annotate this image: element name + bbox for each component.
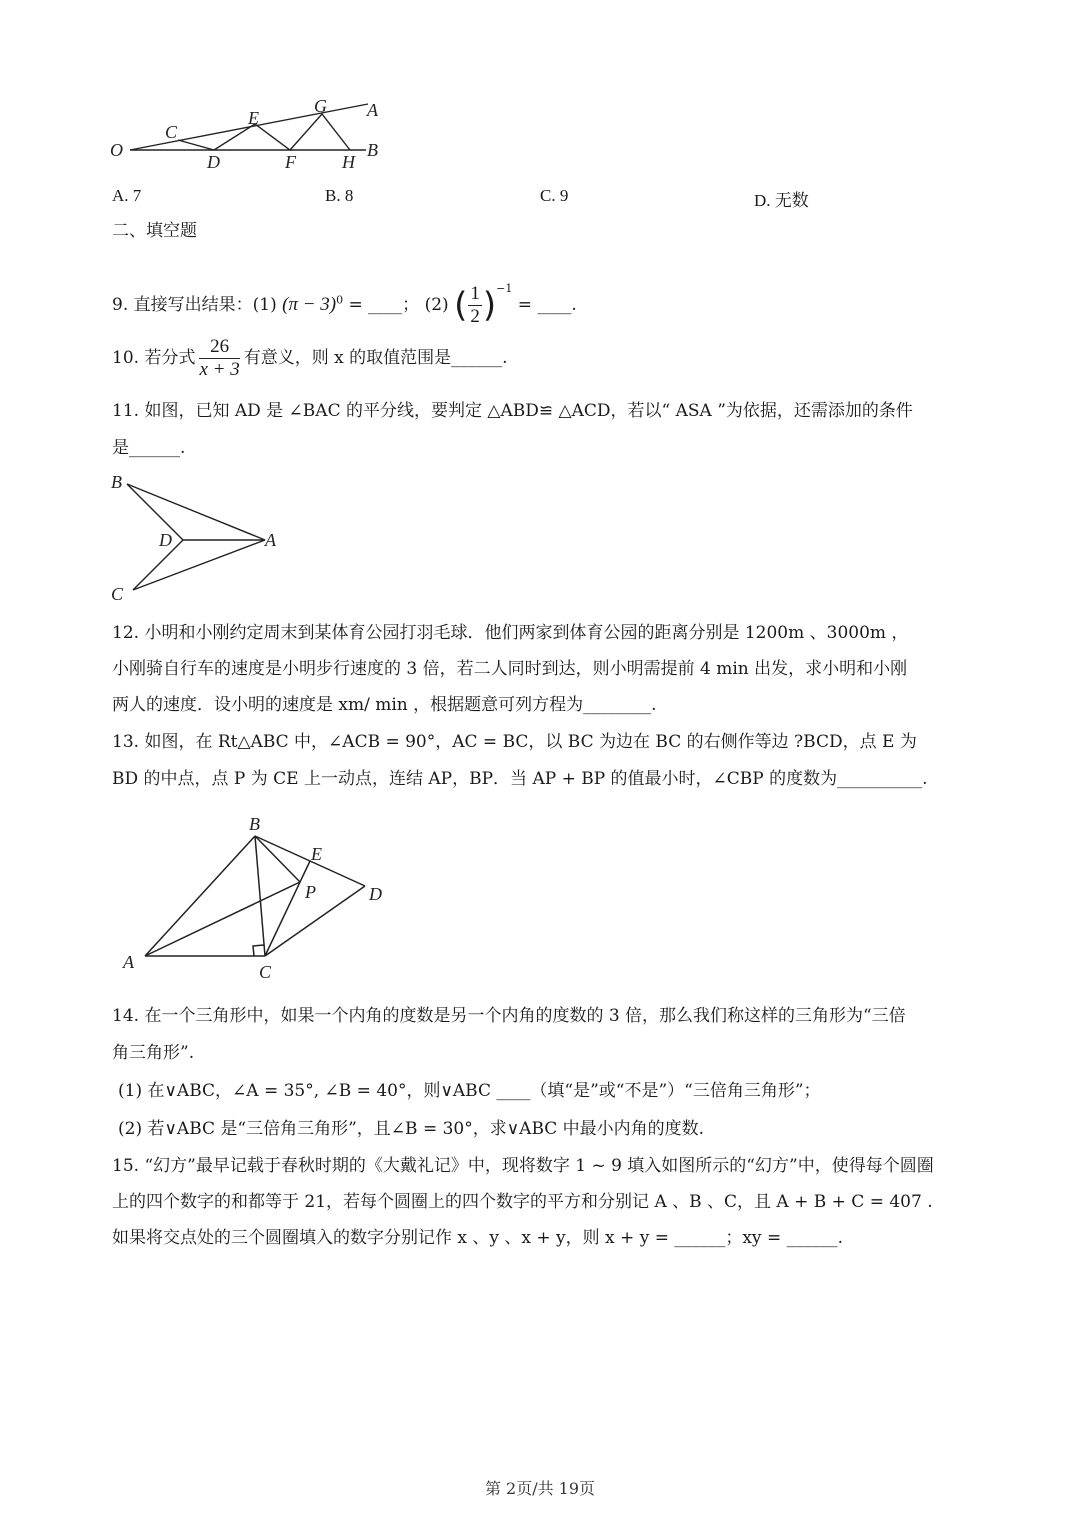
q13-figure: [115, 808, 405, 988]
label-o: O: [110, 140, 123, 160]
segment-ap: [145, 882, 300, 956]
question-14-line1: 14. 在一个三角形中，如果一个内角的度数是另一个内角的度数的 3 倍，那么我们称这样的三角形为“三倍: [112, 1006, 906, 1026]
fig13-label-a: A: [123, 952, 134, 972]
question-15-line3: 如果将交点处的三个圆圈填入的数字分别记作 x 、y 、x + y，则 x + y = ______；xy = ______.: [112, 1228, 843, 1248]
question-14-part2: (2) 若∨ABC 是“三倍角三角形”，且∠B = 30°，求∨ABC 中最小内角的度数.: [118, 1119, 705, 1139]
q9-fraction: [468, 283, 482, 328]
question-11-line2: 是______.: [112, 438, 186, 458]
question-13-line1: 13. 如图，在 Rt△ABC 中，∠ACB = 90°，AC = BC，以 BC 为边在 BC 的右侧作等边 ?BCD，点 E 为: [112, 732, 917, 752]
q9-paren-right: ): [482, 285, 497, 326]
right-angle-mark: [253, 945, 264, 956]
question-13-line2: BD 的中点，点 P 为 CE 上一动点，连结 AP，BP．当 AP + BP 的值最小时，∠CBP 的度数为__________.: [112, 769, 928, 789]
q10-frac-num: 26: [199, 336, 239, 359]
q9-frac-num: 1: [470, 283, 480, 304]
question-11-line1: 11. 如图，已知 AD 是 ∠BAC 的平分线，要判定 △ABD≌ △ACD，若以“ ASA ”为依据，还需添加的条件: [112, 401, 913, 421]
fig11-label-c: C: [111, 584, 124, 604]
fig13-label-e: E: [311, 844, 322, 864]
label-e: E: [248, 108, 259, 128]
q9-frac-den: 2: [470, 306, 480, 327]
zigzag-segments: [178, 114, 350, 150]
question-15-line2: 上的四个数字的和都等于 21，若每个圆圈上的四个数字的平方和分别记 A 、B 、C，且 A + B + C = 407 .: [112, 1192, 933, 1212]
q8-option-b: B. 8: [325, 186, 354, 205]
question-12-line3: 两人的速度．设小明的速度是 xm/ min ，根据题意可列方程为________.: [112, 695, 657, 715]
q10-fraction: [199, 336, 239, 381]
q8-option-a: A. 7: [112, 186, 142, 205]
fig13-label-b: B: [249, 814, 260, 834]
q10-suffix: 有意义，则 x 的取值范围是______.: [243, 348, 508, 368]
fig11-label-b: B: [111, 472, 122, 492]
q8-figure: [100, 92, 400, 172]
fig11-label-a: A: [265, 530, 276, 550]
segment-ce: [265, 861, 310, 956]
label-c: C: [165, 122, 178, 142]
q9-exp2: −1: [496, 282, 513, 295]
q11-figure: [105, 470, 295, 605]
q10-prefix: 10. 若分式: [112, 348, 196, 368]
fig13-label-p: P: [305, 882, 316, 902]
question-12-line2: 小刚骑自行车的速度是小明步行速度的 3 倍，若二人同时到达，则小明需提前 4 min 出发，求小明和小刚: [112, 659, 908, 679]
segment-dc: [133, 540, 183, 590]
q9-paren-left: (: [454, 285, 468, 326]
segment-bp: [255, 836, 300, 882]
q8-option-c: C. 9: [540, 186, 569, 205]
label-b: B: [367, 140, 378, 160]
question-12-line1: 12. 小明和小刚约定周末到某体育公园打羽毛球．他们两家到体育公园的距离分别是 1200m 、3000m ，: [112, 623, 909, 643]
section-title: 二、填空题: [112, 221, 197, 241]
label-g: G: [314, 96, 327, 116]
q9-exp1: 0: [336, 293, 344, 307]
fig13-label-d: D: [369, 884, 382, 904]
question-9: [112, 266, 577, 329]
page-number: 第 2页/共 19页: [484, 1479, 596, 1498]
question-14-part1: (1) 在∨ABC，∠A = 35°, ∠B = 40°，则∨ABC ____（填“是”或“不是”）“三倍角三角形”；: [118, 1081, 821, 1101]
label-d: D: [207, 152, 220, 172]
q9-blank1: = ____；: [348, 295, 420, 315]
segment-ca: [133, 540, 265, 590]
segment-bd: [127, 484, 183, 540]
label-f: F: [285, 152, 296, 172]
label-a: A: [367, 100, 378, 120]
q8-option-d: D. 无数: [754, 191, 809, 210]
segment-ab: [145, 836, 255, 956]
fig11-label-d: D: [159, 530, 172, 550]
segment-bc: [255, 836, 265, 956]
question-14-line2: 角三角形”.: [112, 1043, 195, 1063]
segment-ba: [127, 484, 265, 540]
q9-expr1: (π − 3): [282, 294, 337, 315]
q10-frac-den: x + 3: [199, 359, 240, 380]
question-15-line1: 15. “幻方”最早记载于春秋时期的《大戴礼记》中，现将数字 1 ~ 9 填入如图所示的“幻方”中，使得每个圆圈: [112, 1156, 934, 1176]
question-10: [112, 335, 508, 381]
q9-part2: (2): [424, 295, 449, 315]
q9-prefix: 9. 直接写出结果：(1): [112, 295, 277, 315]
q9-blank2: = ____.: [517, 295, 577, 315]
fig13-label-c: C: [259, 962, 272, 982]
label-h: H: [342, 152, 355, 172]
